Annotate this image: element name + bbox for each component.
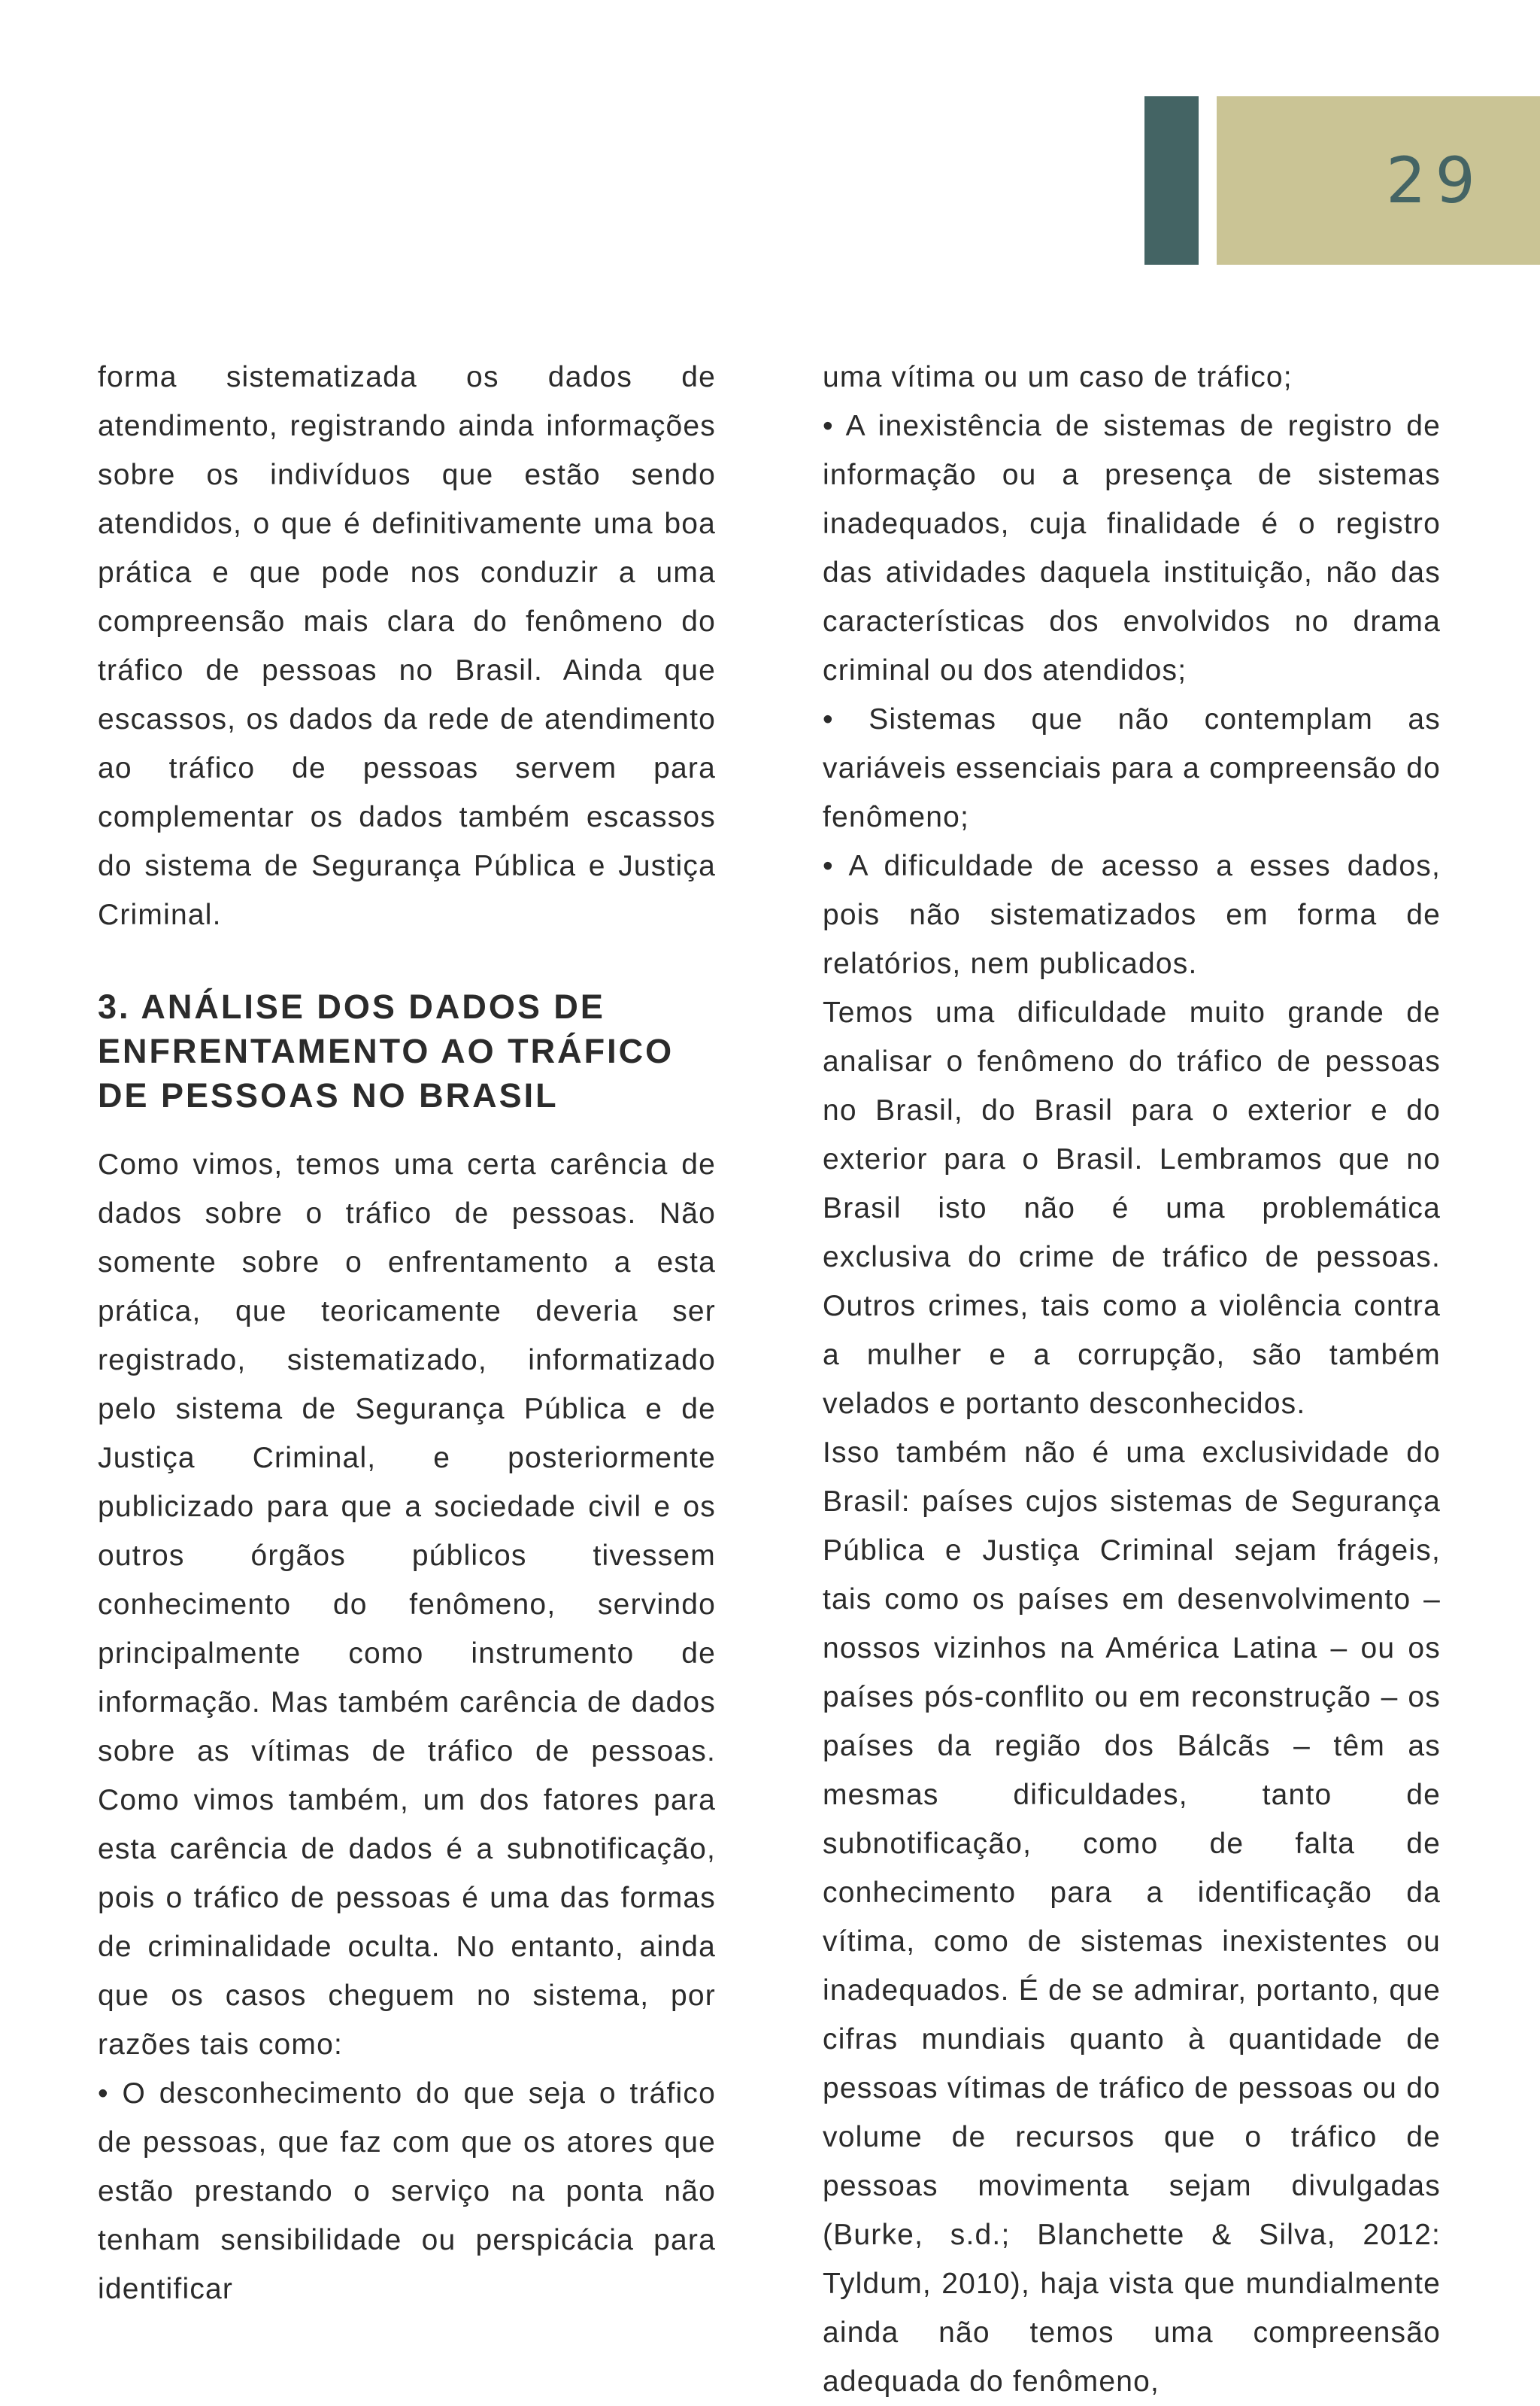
bullet-item-4: • A dificuldade de acesso a esses dados, pois não sistematizados em forma de relatórios, nem publicados. bbox=[823, 850, 1441, 980]
page-badge-dark-block bbox=[1144, 96, 1199, 265]
section-heading-line-2: ENFRENTAMENTO AO TRÁFICO bbox=[98, 1032, 675, 1070]
bullet-item-1-end: uma vítima ou um caso de tráfico; bbox=[823, 361, 1293, 393]
body-paragraph-1: Temos uma dificuldade muito grande de analisar o fenômeno do tráfico de pessoas no Brasil, do Brasil para o exterior e do exterior para o Brasil. Lembramos que no Brasil isto não é uma problemática exclusiva do crime de tráfico de pessoas. Outros crimes, tais como a violência contra a mulher e a corrupção, são também velados e portanto desconhecidos. bbox=[823, 997, 1441, 1420]
bullet-item-2: • A inexistência de sistemas de registro de informação ou a presença de sistemas inadequados, cuja finalidade é o registro das atividades daquela instituição, não das características dos envolvidos no drama criminal ou dos atendidos; bbox=[823, 410, 1441, 687]
bullet-item-1-start: • O desconhecimento do que seja o tráfico de pessoas, que faz com que os atores que estão prestando o serviço na ponta não tenham sensibilidade ou perspicácia para identificar bbox=[98, 2077, 716, 2305]
section-paragraph: Como vimos, temos uma certa carência de dados sobre o tráfico de pessoas. Não somente sobre o enfrentamento a esta prática, que teoricamente deveria ser registrado, sistematizado, informatizado pelo sistema de Segurança Pública e de Justiça Criminal, e posteriormente publicizado para que a sociedade civil e os outros órgãos públicos tivessem conhecimento do fenômeno, servindo principalmente como instrumento de informação. Mas também carência de dados sobre as vítimas de tráfico de pessoas. Como vimos também, um dos fatores para esta carência de dados é a subnotificação, pois o tráfico de pessoas é uma das formas de criminalidade oculta. No entanto, ainda que os casos cheguem no sistema, por razões tais como: bbox=[98, 1148, 716, 2061]
left-column bbox=[98, 353, 716, 2313]
section-heading bbox=[98, 985, 716, 1118]
intro-paragraph: forma sistematizada os dados de atendimento, registrando ainda informações sobre os indivíduos que estão sendo atendidos, o que é definitivamente uma boa prática e que pode nos conduzir a uma compreensão mais clara do fenômeno do tráfico de pessoas no Brasil. Ainda que escassos, os dados da rede de atendimento ao tráfico de pessoas servem para complementar os dados também escassos do sistema de Segurança Pública e Justiça Criminal. bbox=[98, 361, 716, 931]
page-number: 29 bbox=[1386, 144, 1484, 217]
bullet-item-3: • Sistemas que não contemplam as variáveis essenciais para a compreensão do fenômeno; bbox=[823, 703, 1441, 833]
body-paragraph-2: Isso também não é uma exclusividade do Brasil: países cujos sistemas de Segurança Pública e Justiça Criminal sejam frágeis, tais como os países em desenvolvimento – nossos vizinhos na América Latina – ou os países pós-conflito ou em reconstrução – os países da região dos Bálcãs – têm as mesmas dificuldades, tanto de subnotificação, como de falta de conhecimento para a identificação da vítima, como de sistemas inexistentes ou inadequados. É de se admirar, portanto, que cifras mundiais quanto à quantidade de pessoas vítimas de tráfico de pessoas ou do volume de recursos que o tráfico de pessoas movimenta sejam divulgadas (Burke, s.d.; Blanchette & Silva, 2012: Tyldum, 2010), haja vista que mundialmente ainda não temos uma compreensão adequada do fenômeno, bbox=[823, 1437, 1441, 2398]
section-heading-line-1: 3. ANÁLISE DOS DADOS DE bbox=[98, 988, 605, 1026]
section-heading-line-3: DE PESSOAS NO BRASIL bbox=[98, 1076, 559, 1115]
right-column bbox=[823, 353, 1441, 2406]
